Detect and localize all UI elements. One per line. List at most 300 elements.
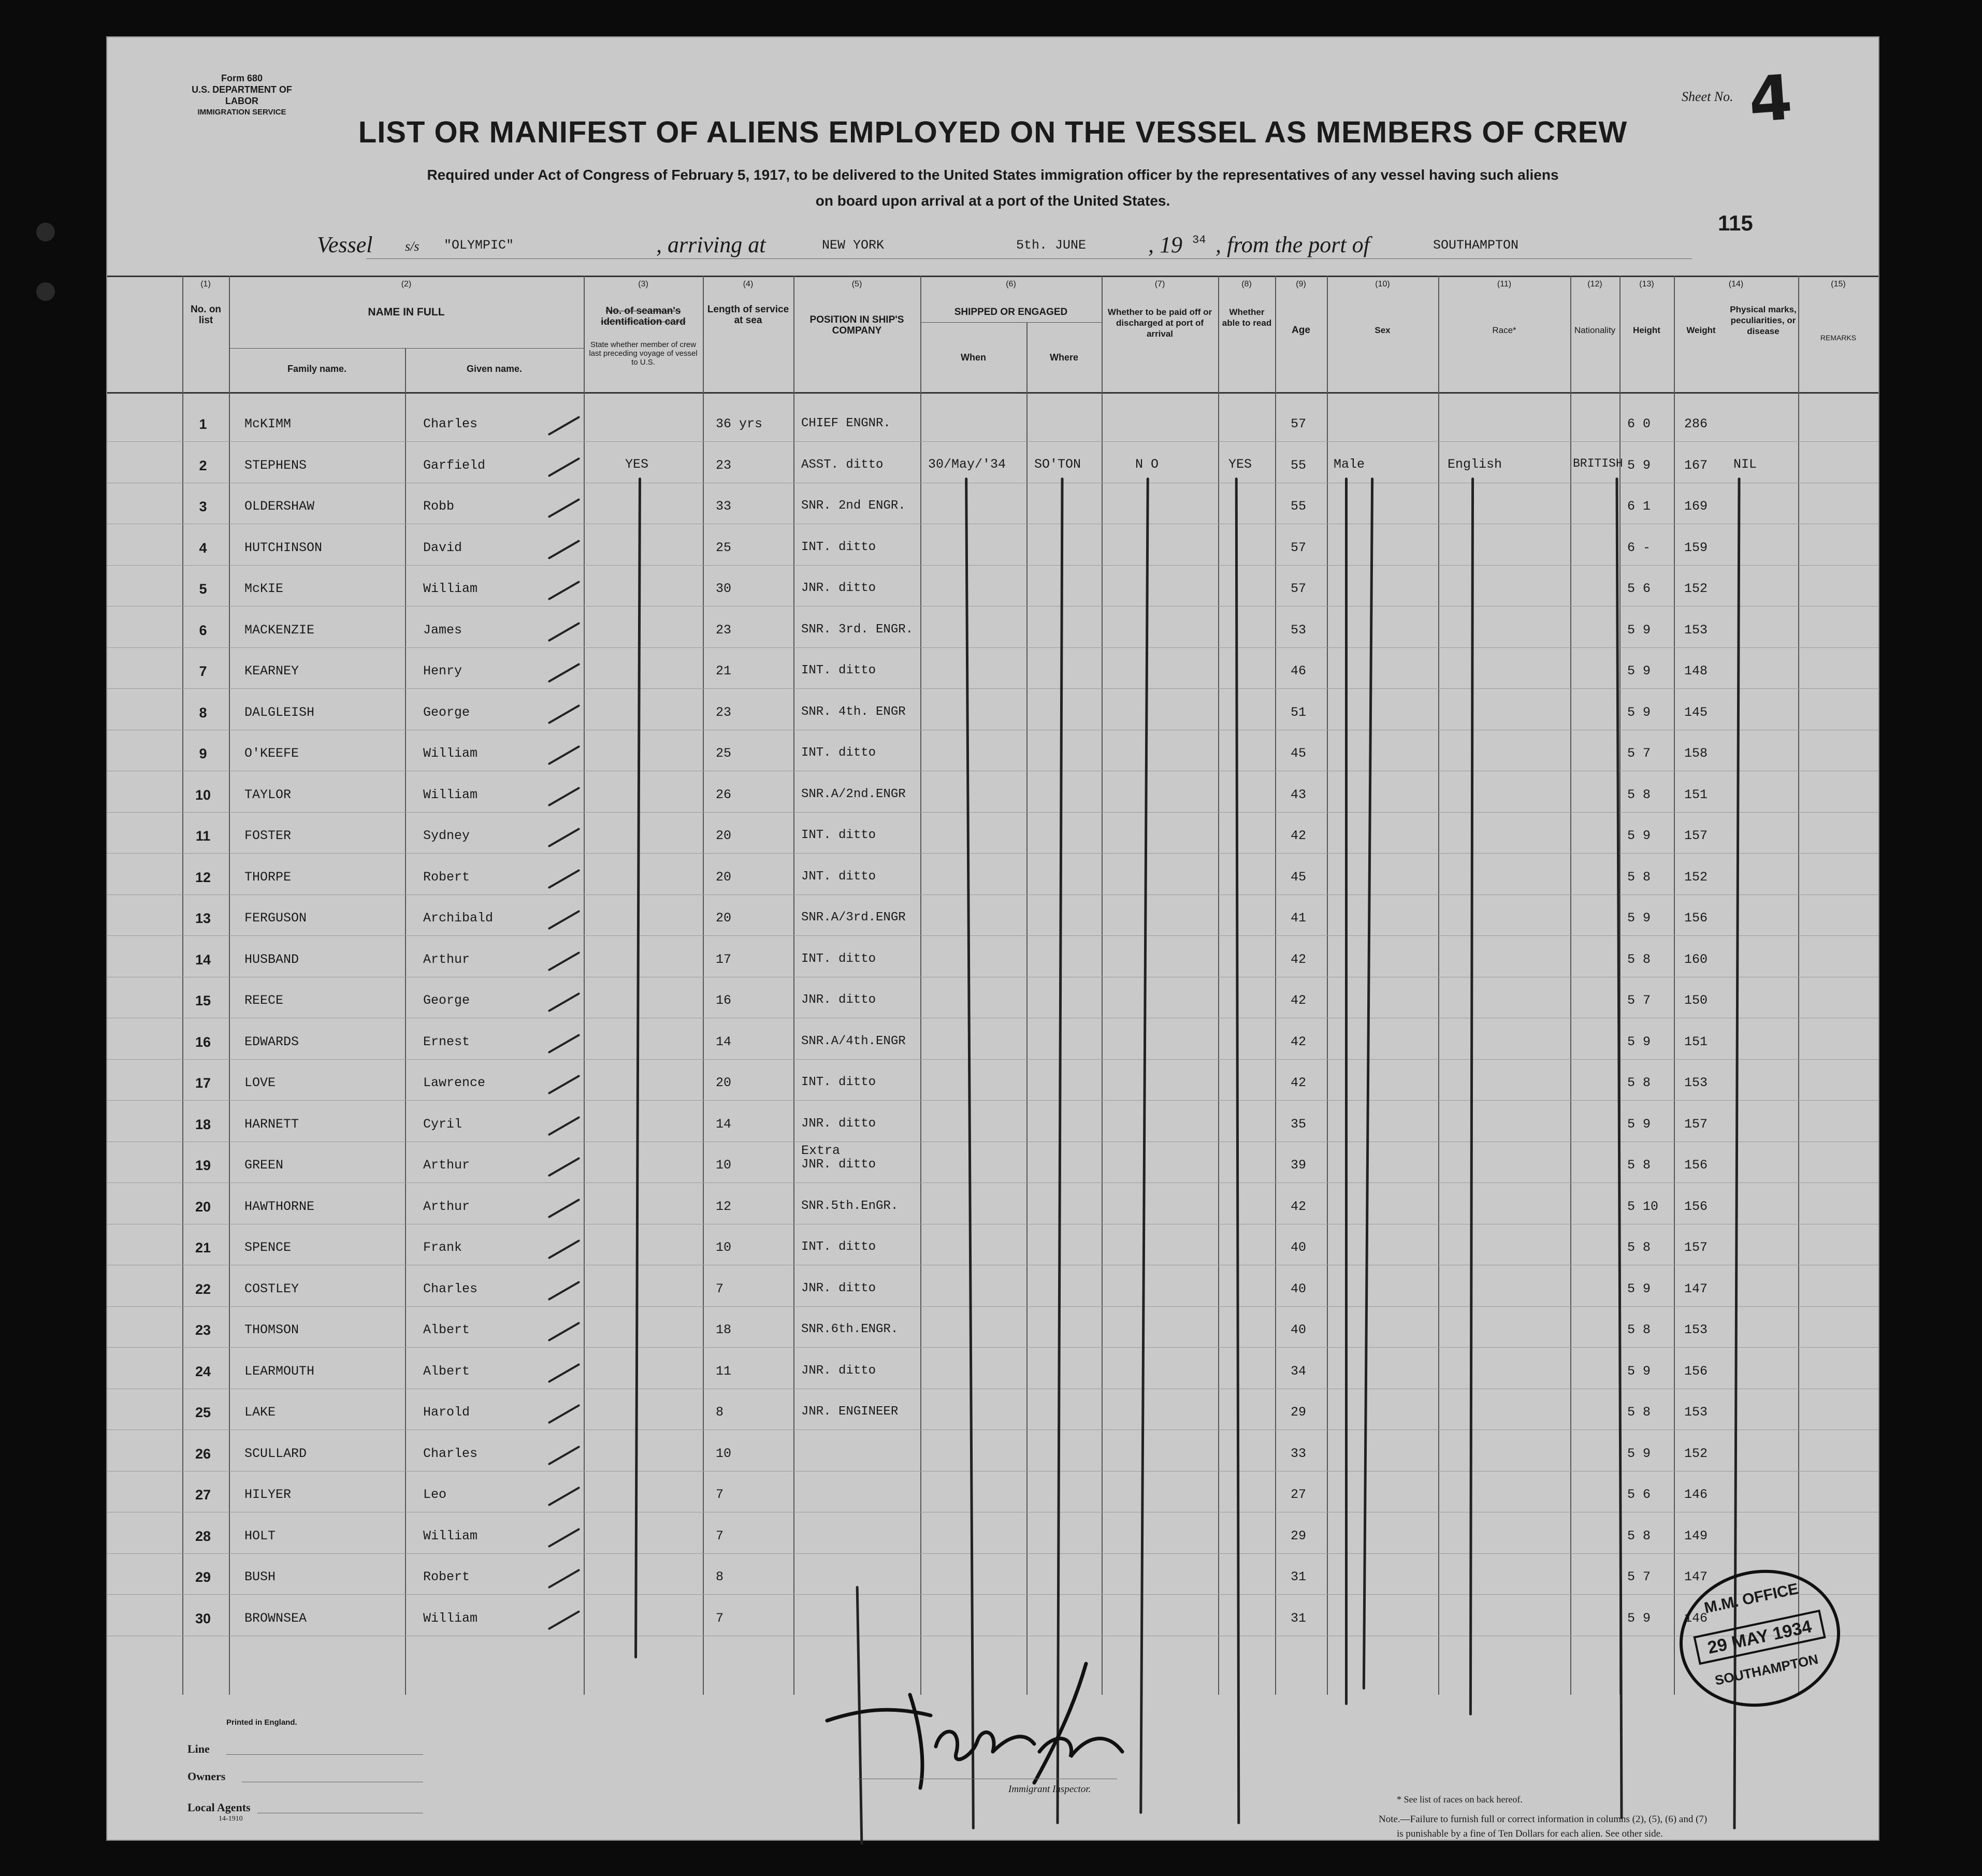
col-num: (9) [1296, 280, 1306, 288]
age: 42 [1291, 951, 1307, 967]
family-name: FERGUSON [244, 911, 307, 926]
ship-position: INT. ditto [801, 540, 876, 554]
service-length: 23 [716, 457, 732, 473]
subtitle-1: Required under Act of Congress of February 5, 1917, to be delivered to the United States immigration officer by the representatives of any vessel having such aliens [427, 167, 1559, 183]
service-length: 20 [716, 828, 732, 843]
row-1-nationality: BRITISH [1573, 457, 1623, 470]
header-able-read: Whether able to read [1222, 307, 1272, 328]
arrival-port: NEW YORK [822, 238, 885, 253]
row-number: 4 [199, 540, 207, 556]
weight: 153 [1684, 1405, 1708, 1420]
tick-mark [548, 1363, 581, 1382]
binder-hole [36, 282, 55, 301]
row-number: 14 [195, 951, 211, 968]
given-name: Sydney [423, 828, 470, 843]
header-shipped: SHIPPED OR ENGAGED [954, 307, 1068, 318]
tick-mark [548, 498, 581, 518]
year-prefix: , 19 [1148, 232, 1182, 257]
family-name: HUTCHINSON [244, 540, 323, 555]
height: 5 9 [1627, 1610, 1651, 1626]
given-name: Frank [423, 1240, 462, 1255]
ship-position: SNR.A/4th.ENGR [801, 1034, 906, 1048]
family-name: REECE [244, 993, 284, 1008]
header-physical: Physical marks, peculiarities, or disease [1730, 305, 1797, 336]
ship-position: JNT. ditto [801, 869, 876, 884]
service-length: 20 [716, 1075, 732, 1090]
height: 5 8 [1627, 1528, 1651, 1543]
ship-position: SNR. 3rd. ENGR. [801, 622, 914, 637]
row-number: 5 [199, 581, 207, 597]
tick-mark [548, 1075, 581, 1094]
races-note: * See list of races on back hereof. [1397, 1794, 1523, 1805]
service-length: 8 [716, 1569, 724, 1584]
tick-mark [548, 786, 581, 806]
age: 45 [1291, 746, 1307, 761]
age: 42 [1291, 1075, 1307, 1090]
arrival-date: 5th. JUNE [1016, 238, 1087, 253]
age: 46 [1291, 663, 1307, 679]
given-name: Albert [423, 1322, 470, 1337]
tick-mark [548, 1280, 581, 1300]
height: 5 9 [1627, 663, 1651, 679]
age: 40 [1291, 1281, 1307, 1296]
service-length: 33 [716, 499, 732, 514]
inspector-label: Immigrant Inspector. [1008, 1784, 1091, 1795]
service-length: 10 [716, 1240, 732, 1255]
header-age: Age [1292, 325, 1310, 336]
vessel-prefix: s/s [405, 239, 419, 254]
row-number: 13 [195, 911, 211, 926]
service-length: 17 [716, 951, 732, 967]
family-name: LEARMOUTH [244, 1363, 315, 1379]
family-name: SCULLARD [244, 1446, 307, 1461]
col-num: (4) [743, 280, 754, 288]
sheet-number: 4 [1746, 62, 1795, 137]
row-number: 27 [195, 1487, 211, 1503]
height: 5 7 [1627, 1569, 1651, 1584]
row-number: 29 [195, 1569, 211, 1585]
weight: 156 [1684, 1199, 1708, 1214]
service-length: 7 [716, 1528, 724, 1543]
from-label: , from the port of [1216, 232, 1370, 257]
service-length: 16 [716, 993, 732, 1008]
header-weight: Weight [1686, 325, 1716, 335]
department: U.S. DEPARTMENT OF LABOR [192, 84, 292, 106]
family-name: THORPE [244, 869, 292, 885]
row-number: 6 [199, 622, 207, 638]
service: IMMIGRATION SERVICE [197, 108, 286, 117]
service-length: 21 [716, 663, 732, 679]
header-race: Race* [1492, 325, 1516, 335]
family-name: FOSTER [244, 828, 292, 843]
ship-position: SNR.A/3rd.ENGR [801, 911, 906, 925]
given-name: James [423, 622, 462, 638]
family-name: LOVE [244, 1075, 276, 1090]
family-name: GREEN [244, 1158, 284, 1173]
ship-position: JNR. ENGINEER [801, 1405, 899, 1419]
height: 5 9 [1627, 1281, 1651, 1296]
age: 40 [1291, 1322, 1307, 1337]
service-length: 36 yrs [716, 416, 763, 431]
height: 5 9 [1627, 457, 1651, 473]
given-name: Garfield [423, 457, 486, 473]
ship-position: JNR. ditto [801, 1158, 876, 1172]
family-name: STEPHENS [244, 457, 307, 473]
row-1-race: English [1448, 457, 1502, 472]
service-length: 20 [716, 869, 732, 885]
manifest-sheet [106, 36, 1879, 1841]
row-number: 9 [199, 746, 207, 761]
col-num: (3) [638, 280, 648, 288]
service-length: 10 [716, 1446, 732, 1461]
given-name: Henry [423, 663, 462, 679]
ship-position: ASST. ditto [801, 457, 884, 472]
header-where: Where [1049, 352, 1078, 363]
tick-mark [548, 992, 581, 1012]
given-name: George [423, 704, 470, 720]
age: 43 [1291, 787, 1307, 802]
age: 57 [1291, 416, 1307, 431]
weight: 152 [1684, 869, 1708, 885]
family-name: DALGLEISH [244, 704, 315, 720]
age: 51 [1291, 704, 1307, 720]
height: 6 - [1627, 540, 1651, 555]
tick-mark [548, 581, 581, 600]
service-length: 8 [716, 1405, 724, 1420]
age: 34 [1291, 1363, 1307, 1379]
service-length: 7 [716, 1610, 724, 1626]
family-name: BUSH [244, 1569, 276, 1584]
family-name: HILYER [244, 1487, 292, 1502]
family-name: HAWTHORNE [244, 1199, 315, 1214]
weight: 156 [1684, 911, 1708, 926]
row-number: 15 [195, 993, 211, 1008]
header-no-on-list: No. on list [190, 304, 222, 326]
service-length: 23 [716, 704, 732, 720]
ship-position: CHIEF ENGNR. [801, 416, 891, 430]
weight: 152 [1684, 581, 1708, 596]
inspector-signature [817, 1633, 1138, 1798]
family-name: OLDERSHAW [244, 499, 315, 514]
service-length: 25 [716, 746, 732, 761]
given-name: William [423, 1610, 478, 1626]
header-nationality: Nationality [1574, 325, 1616, 335]
row-number: 17 [195, 1075, 211, 1091]
given-name: George [423, 993, 470, 1008]
age: 57 [1291, 581, 1307, 596]
age: 53 [1291, 622, 1307, 638]
tick-mark [548, 622, 581, 641]
family-name: HOLT [244, 1528, 276, 1543]
height: 6 1 [1627, 499, 1651, 514]
given-name: Charles [423, 416, 478, 431]
tick-mark [548, 1610, 581, 1629]
age: 35 [1291, 1116, 1307, 1132]
agents-code: 14-1910 [219, 1815, 243, 1823]
row-1-sex: Male [1334, 457, 1365, 472]
row-number: 30 [195, 1610, 211, 1626]
vessel-label: Vessel [317, 232, 373, 257]
row-number: 3 [199, 499, 207, 514]
ship-position: SNR.A/2nd.ENGR [801, 787, 906, 801]
weight: 151 [1684, 787, 1708, 802]
family-name: THOMSON [244, 1322, 299, 1337]
family-name: MACKENZIE [244, 622, 315, 638]
ship-position: JNR. ditto [801, 581, 876, 595]
col-num: (6) [1006, 280, 1016, 288]
height: 5 8 [1627, 1240, 1651, 1255]
weight: 147 [1684, 1569, 1708, 1584]
header-length-service: Length of service at sea [707, 304, 789, 326]
header-height: Height [1633, 325, 1660, 335]
weight: 148 [1684, 663, 1708, 679]
ship-position: INT. ditto [801, 951, 876, 966]
service-length: 30 [716, 581, 732, 596]
tick-mark [548, 1404, 581, 1424]
height: 5 9 [1627, 1034, 1651, 1049]
ship-position: SNR.6th.ENGR. [801, 1322, 899, 1336]
family-name: SPENCE [244, 1240, 292, 1255]
col-num: (2) [401, 280, 412, 288]
age: 45 [1291, 869, 1307, 885]
weight: 159 [1684, 540, 1708, 555]
weight: 152 [1684, 1446, 1708, 1461]
col-num: (5) [851, 280, 862, 288]
height: 5 8 [1627, 951, 1651, 967]
tick-mark [548, 1569, 581, 1589]
age: 31 [1291, 1569, 1307, 1584]
voyage-line [107, 232, 1878, 268]
family-name: HUSBAND [244, 951, 299, 967]
row-number: 2 [199, 457, 207, 473]
row-number: 28 [195, 1528, 211, 1544]
tick-mark [548, 1445, 581, 1465]
height: 5 9 [1627, 1446, 1651, 1461]
given-name: David [423, 540, 462, 555]
col-num: (1) [200, 280, 211, 288]
weight: 156 [1684, 1363, 1708, 1379]
row-1-prior-voyage: YES [625, 457, 649, 472]
given-name: William [423, 746, 478, 761]
row-number: 22 [195, 1281, 211, 1297]
row-number: 18 [195, 1116, 211, 1132]
printed-note: Printed in England. [226, 1718, 297, 1727]
given-name: Robert [423, 869, 470, 885]
tick-mark [548, 1527, 581, 1547]
tick-mark [548, 1198, 581, 1218]
age: 42 [1291, 1199, 1307, 1214]
row-1-read: YES [1228, 457, 1252, 472]
weight: 286 [1684, 416, 1708, 431]
agents-label: Local Agents [187, 1801, 251, 1814]
service-length: 25 [716, 540, 732, 555]
height: 5 9 [1627, 828, 1651, 843]
tick-mark [548, 663, 581, 683]
ship-position: JNR. ditto [801, 1116, 876, 1131]
given-name: Leo [423, 1487, 447, 1502]
ship-position: SNR.5th.EnGR. [801, 1199, 899, 1213]
header-sex: Sex [1375, 325, 1391, 335]
weight: 160 [1684, 951, 1708, 967]
ship-position: SNR. 2nd ENGR. [801, 499, 906, 513]
given-name: Arthur [423, 1199, 470, 1214]
tick-mark [548, 1322, 581, 1341]
height: 5 9 [1627, 1116, 1651, 1132]
tick-mark [548, 951, 581, 971]
ship-position: INT. ditto [801, 663, 876, 677]
departure-port: SOUTHAMPTON [1433, 238, 1519, 253]
ship-position: INT. ditto [801, 1240, 876, 1254]
age: 55 [1291, 499, 1307, 514]
row-1-paid-off: N O [1135, 457, 1159, 472]
weight: 146 [1684, 1487, 1708, 1502]
footnote-1: Note.—Failure to furnish full or correct information in columns (2), (5), (6) and (7) [1379, 1814, 1708, 1825]
crew-table [107, 276, 1878, 1695]
col-num: (10) [1375, 280, 1390, 288]
given-name: Arthur [423, 951, 470, 967]
family-name: EDWARDS [244, 1034, 299, 1049]
col-num: (14) [1728, 280, 1744, 288]
weight: 147 [1684, 1281, 1708, 1296]
row-number: 11 [195, 828, 211, 844]
height: 5 6 [1627, 1487, 1651, 1502]
family-name: O'KEEFE [244, 746, 299, 761]
service-length: 7 [716, 1281, 724, 1296]
height: 5 9 [1627, 1363, 1651, 1379]
position-extra: Extra [801, 1143, 841, 1158]
age: 55 [1291, 457, 1307, 473]
weight: 158 [1684, 746, 1708, 761]
stamp-date: 29 MAY 1934 [1693, 1610, 1826, 1665]
ship-position: INT. ditto [801, 746, 876, 760]
col-num: (8) [1241, 280, 1252, 288]
header-position: POSITION IN SHIP'S COMPANY [809, 314, 904, 336]
weight: 149 [1684, 1528, 1708, 1543]
tick-mark [548, 869, 581, 888]
header-seaman-note: State whether member of crew last preceding voyage of vessel to U.S. [589, 340, 698, 367]
given-name: Cyril [423, 1116, 462, 1132]
tick-mark [548, 1239, 581, 1259]
given-name: Charles [423, 1446, 478, 1461]
age: 27 [1291, 1487, 1307, 1502]
line-label: Line [187, 1742, 210, 1755]
stamp-office: M.M. OFFICE [1702, 1580, 1800, 1617]
weight: 157 [1684, 1240, 1708, 1255]
age: 57 [1291, 540, 1307, 555]
tick-mark [548, 539, 581, 559]
row-number: 10 [195, 787, 211, 803]
height: 5 8 [1627, 787, 1651, 802]
weight: 145 [1684, 704, 1708, 720]
weight: 146 [1684, 1610, 1708, 1626]
height: 5 8 [1627, 1405, 1651, 1420]
service-length: 12 [716, 1199, 732, 1214]
col-num: (11) [1497, 280, 1512, 288]
given-name: Lawrence [423, 1075, 486, 1090]
tick-mark [548, 745, 581, 765]
given-name: Harold [423, 1405, 470, 1420]
height: 6 0 [1627, 416, 1651, 431]
page-number: 115 [1718, 211, 1753, 235]
height: 5 8 [1627, 1322, 1651, 1337]
form-number: Form 680 [221, 73, 263, 83]
row-number: 25 [195, 1405, 211, 1420]
age: 33 [1291, 1446, 1307, 1461]
row-number: 26 [195, 1446, 211, 1462]
height: 5 9 [1627, 704, 1651, 720]
weight: 153 [1684, 622, 1708, 638]
service-length: 20 [716, 911, 732, 926]
weight: 169 [1684, 499, 1708, 514]
height: 5 7 [1627, 993, 1651, 1008]
height: 5 8 [1627, 869, 1651, 885]
row-number: 16 [195, 1034, 211, 1050]
given-name: William [423, 1528, 478, 1543]
given-name: William [423, 787, 478, 802]
service-length: 18 [716, 1322, 732, 1337]
age: 31 [1291, 1610, 1307, 1626]
tick-mark [548, 1033, 581, 1053]
service-length: 10 [716, 1158, 732, 1173]
age: 29 [1291, 1528, 1307, 1543]
tick-mark [548, 910, 581, 930]
header-family-name: Family name. [287, 364, 347, 374]
row-number: 20 [195, 1199, 211, 1215]
ship-position: INT. ditto [801, 1075, 876, 1089]
subtitle-2: on board upon arrival at a port of the United States. [815, 193, 1170, 209]
family-name: HARNETT [244, 1116, 299, 1132]
height: 5 9 [1627, 911, 1651, 926]
col-num: (13) [1639, 280, 1654, 288]
weight: 151 [1684, 1034, 1708, 1049]
vessel-name: "OLYMPIC" [444, 238, 514, 253]
weight: 157 [1684, 828, 1708, 843]
footnote-2: is punishable by a fine of Ten Dollars for each alien. See other side. [1397, 1828, 1663, 1839]
row-number: 21 [195, 1240, 211, 1256]
header-when: When [961, 352, 986, 363]
sheet-label: Sheet No. [1682, 89, 1733, 104]
service-length: 14 [716, 1034, 732, 1049]
family-name: COSTLEY [244, 1281, 299, 1296]
height: 5 9 [1627, 622, 1651, 638]
header-paid-off: Whether to be paid off or discharged at port of arrival [1107, 307, 1212, 339]
ship-position: SNR. 4th. ENGR [801, 704, 906, 719]
age: 39 [1291, 1158, 1307, 1173]
row-number: 8 [199, 704, 207, 720]
col-num: (7) [1154, 280, 1165, 288]
tick-mark [548, 828, 581, 847]
family-name: LAKE [244, 1405, 276, 1420]
page-title: LIST OR MANIFEST OF ALIENS EMPLOYED ON THE VESSEL AS MEMBERS OF CREW [358, 116, 1628, 149]
age: 42 [1291, 1034, 1307, 1049]
row-number: 12 [195, 869, 211, 885]
service-length: 23 [716, 622, 732, 638]
year-suffix: 34 [1192, 234, 1206, 247]
header-seaman-card: No. of seaman's identification card [601, 306, 686, 327]
height: 5 8 [1627, 1158, 1651, 1173]
service-length: 26 [716, 787, 732, 802]
binder-hole [36, 223, 55, 241]
ship-position: INT. ditto [801, 828, 876, 842]
row-number: 1 [199, 416, 207, 432]
height: 5 10 [1627, 1199, 1659, 1214]
age: 41 [1291, 911, 1307, 926]
height: 5 6 [1627, 581, 1651, 596]
family-name: KEARNEY [244, 663, 299, 679]
header-name-in-full: NAME IN FULL [368, 306, 445, 318]
owners-label: Owners [187, 1770, 226, 1783]
tick-mark [548, 416, 581, 436]
